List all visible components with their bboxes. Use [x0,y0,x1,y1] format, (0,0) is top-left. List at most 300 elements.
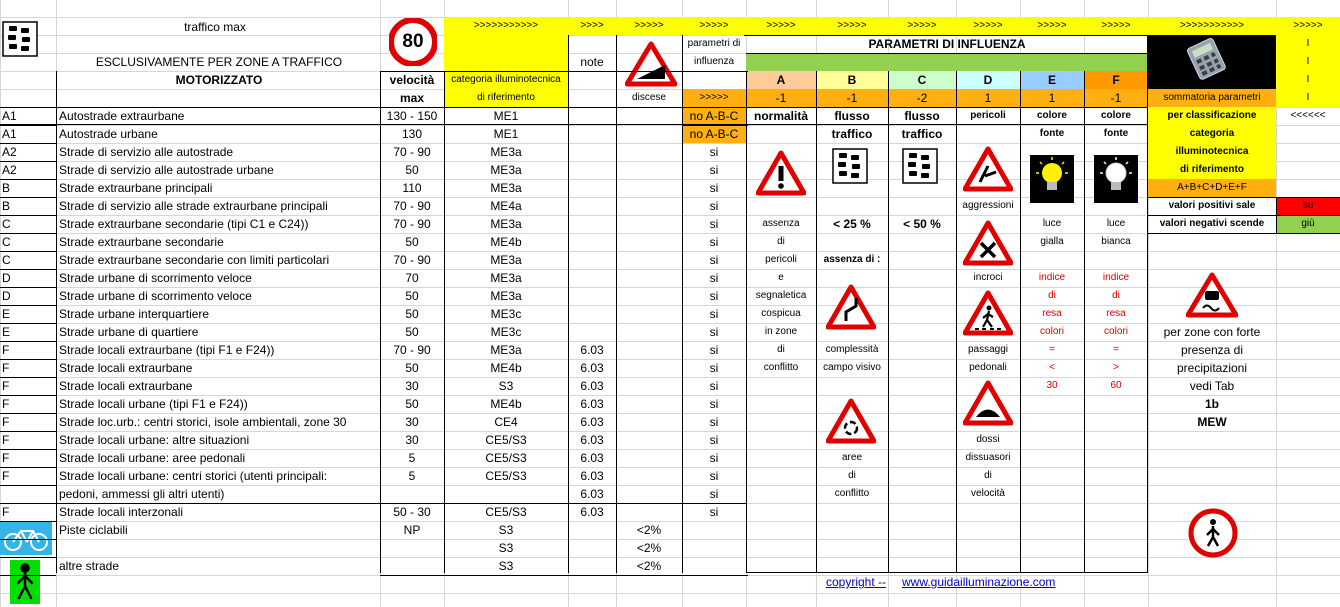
table-border [0,449,56,450]
arrows-header-4: >>>>> [682,17,746,35]
row-code: F [2,379,10,393]
row-category: ME1 [493,109,519,123]
row-category: ME3a [490,145,522,159]
table-border [0,521,56,522]
row-description: Strade di servizio alle strade extraurbane principali [59,199,328,213]
col-b-campo: campo visivo [823,362,881,373]
row-code: C [2,217,11,231]
table-border [0,575,56,576]
valori-negativi-label: valori negativi scende [1159,218,1265,229]
table-border [956,71,957,573]
table-border [746,53,1148,54]
table-border [0,251,56,252]
table-border [682,71,683,573]
aggression-sign-icon [963,146,1013,192]
row-category: ME3a [490,217,522,231]
col-a-text: e [778,272,784,283]
col-d-3: pedonali [969,362,1007,373]
row-description: Strade locali interzonali [59,505,184,519]
row-parametri: si [709,181,719,195]
param-value-a: -1 [746,89,816,107]
row-code: D [2,271,11,285]
row-speed: 70 - 90 [393,145,431,159]
row-code: A1 [2,127,17,141]
row-description: Strade loc.urb.: centri storici, isole ambientali, zone 30 [59,415,347,429]
cole-indice-text: di [1048,290,1056,301]
row-code: F [2,505,10,519]
row-code: F [2,433,10,447]
pipe-1: I [1306,38,1310,49]
colf-indice-text: resa [1106,308,1126,319]
table-border [1020,71,1021,573]
table-border [56,71,57,573]
table-border [0,539,56,540]
winding-road-sign-icon [826,284,876,330]
white-bulb-icon [1094,155,1138,203]
table-border [380,71,748,72]
col-b-title2: traffico [831,127,873,141]
col-a-text: pericoli [765,254,797,265]
table-border [0,485,56,486]
pipe-2: I [1306,56,1310,67]
back-arrows: <<<<<< [1290,110,1326,121]
row-parametri: si [709,415,719,429]
row-code: D [2,289,11,303]
row-description: Strade extraurbane principali [59,181,213,195]
col-d-1: incroci [973,272,1003,283]
row-parametri: no A-B-C [682,125,746,143]
table-border [444,71,445,573]
row-category: ME4a [490,199,522,213]
param-letter-f: F [1084,71,1148,89]
cole-indice-text: < [1049,362,1055,373]
table-border [380,89,381,107]
table-border [0,161,56,162]
traffic-jam-logo-icon [2,21,38,57]
subtitle-line2: MOTORIZZATO [175,73,263,87]
row-category: CE5/S3 [485,469,527,483]
row-note: 6.03 [580,451,604,465]
row-parametri: si [709,235,719,249]
row-category: ME3a [490,181,522,195]
table-border [746,572,1148,573]
row-parametri: si [709,289,719,303]
row-slope: <2% [636,523,662,537]
per-classificazione: per classificazione [1148,107,1276,125]
col-a-text: di [777,236,785,247]
table-border [1148,215,1340,216]
row-parametri: si [709,343,719,357]
param-letter-d: D [956,71,1020,89]
col-f-title1: colore [1100,110,1131,121]
copyright-link[interactable]: www.guidailluminazione.com [902,575,1056,589]
col-d-6: di [984,470,992,481]
row-category: ME3a [490,343,522,357]
table-border [682,125,748,126]
row-speed: 130 [401,127,423,141]
row-description: Strade urbane di scorrimento veloce [59,289,252,303]
row-code: F [2,451,10,465]
colf-indice-text: > [1113,362,1119,373]
arrows-header-2: >>>> [568,17,616,35]
row-code: B [2,181,11,195]
cole-indice-text: 30 [1046,380,1058,391]
table-border [0,467,56,468]
row-speed: 70 - 90 [393,199,431,213]
row-code: F [2,361,10,375]
table-border [0,233,56,234]
row-category: ME3a [490,253,522,267]
row-parametri: si [709,361,719,375]
row-description: Autostrade urbane [59,127,158,141]
speed-limit-sign-icon [389,18,437,66]
arrows-header-7: >>>>> [888,17,956,35]
row-description: Piste ciclabili [59,523,128,537]
row-code: F [2,415,10,429]
table-border [0,269,56,270]
cole-indice-text: colori [1040,326,1064,337]
row-description: Strade locali urbane: altre situazioni [59,433,250,447]
param-letter-c: C [888,71,956,89]
col-e-colore: gialla [1040,236,1064,247]
row-category: CE4 [494,415,518,429]
col-b-aree: aree [841,452,862,463]
row-note: 6.03 [580,505,604,519]
table-border [0,124,1148,125]
col-a-text: segnaletica [755,290,807,301]
arrows-header-1: >>>>>>>>>>> [473,20,539,31]
di-riferimento-label: di riferimento [1148,161,1276,179]
arrows-header-3: >>>>> [616,17,682,35]
table-border [0,287,56,288]
yellow-bulb-icon [1030,155,1074,203]
row-speed: 50 [405,361,419,375]
param-letter-b: B [816,71,888,89]
row-category: S3 [498,559,514,573]
row-speed: 70 - 90 [393,253,431,267]
row-speed: 50 [405,289,419,303]
table-border [0,305,56,306]
row-category: CE5/S3 [485,505,527,519]
row-category: ME3a [490,271,522,285]
row-description: Strade locali urbane (tipi F1 e F24)) [59,397,248,411]
row-code: C [2,235,11,249]
row-parametri: si [709,469,719,483]
cole-indice-text: = [1049,344,1055,355]
row-description: Strade locali urbane: centri storici (utenti principali: [59,469,328,483]
no-pedestrians-sign-icon [1188,508,1238,558]
row-code: A2 [2,163,17,177]
velocita-header-2: max [399,91,425,105]
row-category: ME1 [493,127,519,141]
steep-descent-sign-icon [625,41,677,87]
col-e-title1: colore [1036,110,1067,121]
copyright-text: copyright -- [826,575,887,589]
row-code: F [2,343,10,357]
row-category: S3 [498,523,514,537]
table-border [0,395,56,396]
arrows-header-5: >>>>> [746,17,816,35]
row-code: F [2,469,10,483]
row-speed: 110 [402,181,422,195]
sommatoria-label: sommatoria parametri [1148,89,1276,107]
table-border [1148,233,1340,234]
cole-indice-text: indice [1038,272,1066,283]
row-parametri: no A-B-C [682,107,746,125]
velocita-header-1: velocità [389,73,435,87]
arrows-header-6: >>>>> [816,17,888,35]
categoria-header-2: di riferimento [444,89,568,107]
speed-limit-value: 80 [402,31,424,52]
table-border [1148,197,1340,198]
param-value-e: 1 [1020,89,1084,107]
row-note: 6.03 [580,487,604,501]
row-speed: 70 - 90 [393,343,431,357]
param-value-f: -1 [1084,89,1148,107]
arrows-header-11: >>>>>>>>>>> [1148,17,1276,35]
col-a-title: normalità [753,109,808,123]
row-category: ME4b [490,397,522,411]
crossroads-sign-icon [963,220,1013,266]
row-note: 6.03 [580,469,604,483]
subtitle-line1: ESCLUSIVAMENTE PER ZONE A TRAFFICO [95,55,343,69]
col-a-text: cospicua [761,308,801,319]
table-border [616,71,617,573]
row-speed: 50 [405,397,419,411]
note-header: note [580,55,604,69]
row-speed: 30 [405,379,419,393]
row-note: 6.03 [580,379,604,393]
right-note-text: MEW [1197,415,1227,429]
table-border [0,503,746,504]
row-speed: 70 - 90 [393,217,431,231]
col-a-text: in zone [764,326,798,337]
row-parametri: si [709,163,719,177]
row-description: Strade locali extraurbane [59,361,193,375]
arrows-header-12: >>>>> [1276,17,1340,35]
table-border [0,215,56,216]
row-description: Strade urbane di scorrimento veloce [59,271,252,285]
parametri-header-2: influenza [693,56,735,67]
right-note-text: per zone con forte [1163,325,1261,339]
row-description: pedoni, ammessi gli altri utenti) [59,487,225,501]
colf-indice-text: 60 [1110,380,1122,391]
right-note-text: precipitazioni [1176,361,1248,375]
col-b-pct: < 25 % [833,217,871,231]
parametri-green-band [746,53,1148,71]
col-d-title: pericoli [970,110,1006,121]
table-border [0,107,1148,108]
table-border [0,323,56,324]
row-note: 6.03 [580,343,604,357]
row-code: E [2,307,11,321]
row-description: Strade locali urbane: aree pedonali [59,451,246,465]
col-f-colore: bianca [1101,236,1131,247]
row-category: ME4b [490,235,522,249]
col-c-title2: traffico [901,127,943,141]
discese-header: discese [632,92,666,103]
row-description: Strade extraurbane secondarie [59,235,224,249]
row-description: Strade urbane interquartiere [59,307,210,321]
calculator-icon [1180,36,1232,80]
row-category: S3 [498,541,514,555]
categoria-header-1: categoria illuminotecnica [444,71,568,89]
valori-positivi-label: valori positivi sale [1168,200,1256,211]
right-note-text: 1b [1204,397,1219,411]
row-parametri: si [709,199,719,213]
table-border [0,359,56,360]
row-parametri: si [709,307,719,321]
row-parametri: si [709,487,719,501]
pipe-4: I [1306,92,1310,103]
col-d-4: dossi [976,434,1000,445]
row-category: S3 [498,379,514,393]
param-value-d: 1 [956,89,1020,107]
col-c-pct: < 50 % [903,217,941,231]
row-category: ME3c [490,307,522,321]
table-border [0,377,56,378]
table-border [0,431,56,432]
su-badge: su [1276,197,1340,215]
colf-indice-text: = [1113,344,1119,355]
param-letter-e: E [1020,71,1084,89]
arrows-header-9: >>>>> [1020,17,1084,35]
row-category: CE5/S3 [485,451,527,465]
row-parametri: si [709,397,719,411]
row-speed: 50 [405,325,419,339]
col-f-title2: fonte [1103,128,1129,139]
row-speed: 50 [405,307,419,321]
traffic-jam-b-icon [832,148,868,184]
pedestrian-icon [10,560,40,604]
row-speed: 30 [405,433,419,447]
table-border [0,341,56,342]
row-note: 6.03 [580,361,604,375]
row-speed: NP [403,523,421,537]
row-description: Strade urbane di quartiere [59,325,199,339]
row-parametri: si [709,253,719,267]
row-description: Strade di servizio alle autostrade urbane [59,163,274,177]
table-border [0,125,56,126]
param-letter-a: A [746,71,816,89]
table-border [1276,197,1277,233]
pipe-3: I [1306,74,1310,85]
table-border [816,71,817,573]
row-note: 6.03 [580,415,604,429]
col-b-title1: flusso [834,109,870,123]
table-border [888,71,889,573]
row-category: ME3c [490,325,522,339]
col-b-complessita: complessità [825,344,879,355]
col-b-conflitto: conflitto [834,488,870,499]
colf-indice-text: colori [1104,326,1128,337]
colf-indice-text: di [1112,290,1120,301]
row-code: B [2,199,11,213]
row-category: CE5/S3 [485,433,527,447]
row-code: C [2,253,11,267]
row-description: altre strade [59,559,120,573]
roundabout-sign-icon [826,398,876,444]
row-speed: 5 [408,451,416,465]
row-parametri: si [709,379,719,393]
row-speed: 50 [405,235,419,249]
parametri-header-1: parametri di [687,38,741,49]
col-b-assenza: assenza di : [823,254,881,265]
row-parametri: si [709,271,719,285]
row-code: A2 [2,145,17,159]
table-border [0,197,56,198]
row-description: Strade di servizio alle autostrade [59,145,234,159]
row-speed: 5 [408,469,416,483]
table-border [568,71,569,573]
col-a-text: assenza [762,218,800,229]
colf-indice-text: indice [1102,272,1130,283]
arrows-header-10: >>>>> [1084,17,1148,35]
row-speed: 70 [405,271,419,285]
row-description: Strade locali extraurbane [59,379,193,393]
col-d-2: passaggi [967,344,1009,355]
row-parametri: si [709,145,719,159]
row-code: E [2,325,11,339]
table-border [1147,35,1148,573]
table-border [744,35,1148,36]
row-speed: 130 - 150 [386,109,438,123]
row-category: ME3a [490,163,522,177]
row-description: Strade extraurbane secondarie con limiti particolari [59,253,330,267]
pedestrian-crossing-sign-icon [963,290,1013,336]
row-note: 6.03 [580,433,604,447]
speed-bump-sign-icon [963,380,1013,426]
col-e-luce: luce [1042,218,1062,229]
bicycle-icon [0,521,52,555]
row-parametri: si [709,433,719,447]
formula-label: A+B+C+D+E+F [1148,179,1276,197]
row-description: Strade extraurbane secondarie (tipi C1 e C24)) [59,217,309,231]
row-parametri: si [709,217,719,231]
warning-sign-icon [756,150,806,196]
col-d-5: dissuasori [965,452,1011,463]
row-slope: <2% [636,541,662,555]
illuminotecnica-label: illuminotecnica [1148,143,1276,161]
col-b-di: di [848,470,856,481]
right-note-text: vedi Tab [1189,379,1235,393]
param-value-b: -1 [816,89,888,107]
categoria-label: categoria [1148,125,1276,143]
table-border [380,71,381,573]
row-speed: 30 [405,415,419,429]
parametri-di-influenza-title: PARAMETRI DI INFLUENZA [868,37,1026,51]
table-border [0,413,56,414]
col-d-0: aggressioni [962,200,1014,211]
col-a-text: di [777,344,785,355]
param-value-c: -2 [888,89,956,107]
traffic-jam-c-icon [902,148,938,184]
table-border [746,71,747,573]
row-speed: 50 [405,163,419,177]
row-category: ME3a [490,289,522,303]
col-e-title2: fonte [1039,128,1065,139]
giu-badge: giù [1276,215,1340,233]
parametri-arrows: >>>>> [682,89,746,107]
slippery-road-sign-icon [1186,272,1238,318]
col-d-7: velocità [971,488,1005,499]
cole-indice-text: resa [1042,308,1062,319]
col-f-luce: luce [1106,218,1126,229]
row-parametri: si [709,451,719,465]
row-parametri: si [709,505,719,519]
table-border [0,179,56,180]
row-code: F [2,397,10,411]
